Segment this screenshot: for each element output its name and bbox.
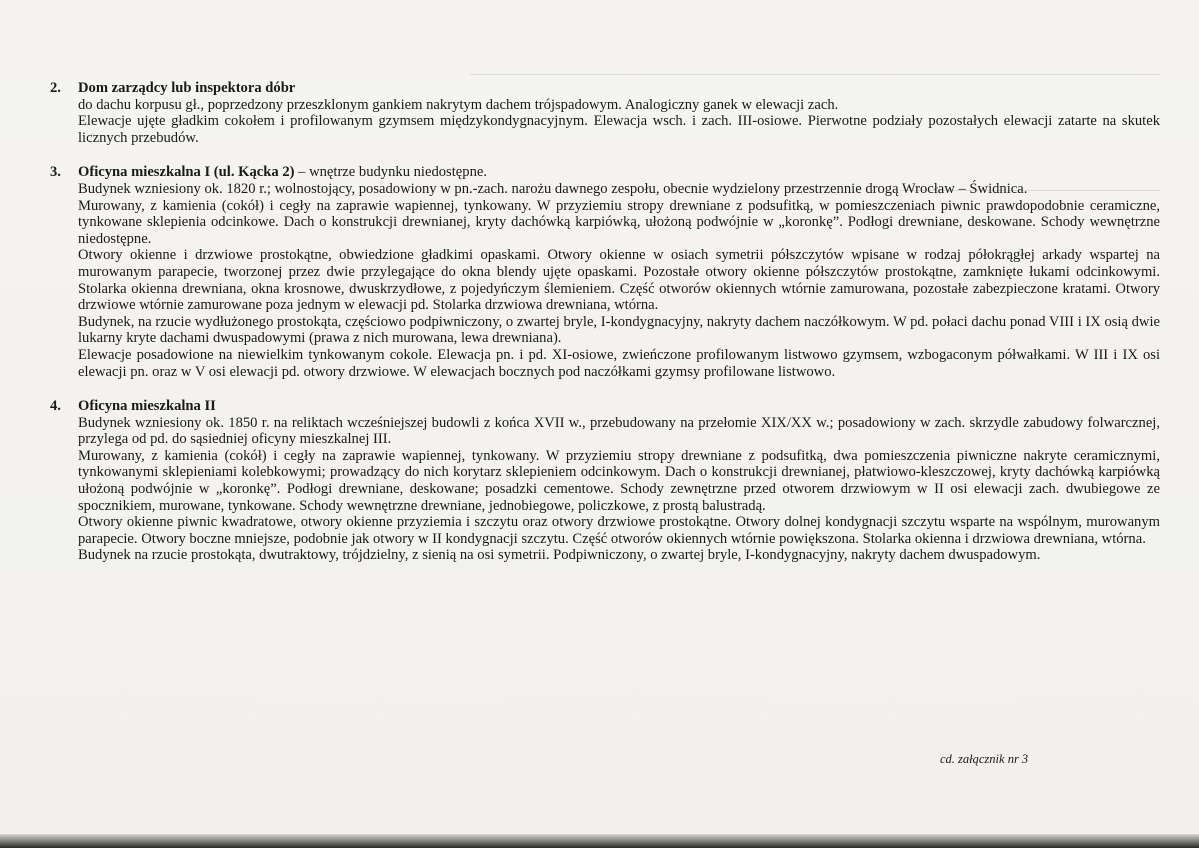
paragraph: do dachu korpusu gł., poprzedzony przeszklonym gankiem nakrytym dachem trójspadowym. Analogiczny ganek w elewacji zach.: [78, 96, 839, 113]
paragraph: Budynek wzniesiony ok. 1850 r. na reliktach wcześniejszej budowli z końca XVII w., przebudowany na przełomie XIX/XX w.; posadowiony w zach. skrzydle zabudowy folwarcznej, przylega od pd. do sąsiedniej oficyny mieszkalnej III.: [78, 414, 1160, 448]
section-dom-zarzadcy: [50, 80, 1160, 146]
paragraph: Budynek, na rzucie wydłużonego prostokąta, częściowo podpiwniczony, o zwartej bryle, I-kondygnacyjny, nakryty dachem naczółkowym. W pd. połaci dachu ponad VIII i IX osią dwie lukarny kryte dachami dwuspadowymi (prawa z nich murowana, lewa drewniana).: [78, 313, 1160, 347]
section-number: 4.: [50, 398, 61, 415]
paragraph: Budynek wzniesiony ok. 1820 r.; wolnostojący, posadowiony w pn.-zach. narożu dawnego zespołu, obecnie wydzielony przestrzennie drogą Wrocław – Świdnica.: [78, 180, 1028, 197]
section-heading: [50, 80, 1160, 97]
paragraph: Elewacje posadowione na niewielkim tynkowanym cokole. Elewacja pn. i pd. XI-osiowe, zwieńczone profilowanym listwowo gzymsem, wzbogaconym półwałkami. W III i IX osi elewacji pn. oraz w V osi elewacji pd. otwory drzwiowe. W elewacjach bocznych pod naczółkami gzymsy profilowane listwowo.: [78, 346, 1160, 380]
paragraph: Murowany, z kamienia (cokół) i cegły na zaprawie wapiennej, tynkowany. W przyziemiu stropy drewniane z podsufitką, dwa pomieszczenia piwniczne nakryte ceramicznymi, tynkowanymi sklepieniami kolebkowymi; prowadzący do nich korytarz sklepieniem odcinkowym. Dach o konstrukcji drewnianej, płatwiowo-kleszczowej, kryty dachówką karpiówką ułożoną podwójnie w „koronkę”. Podłogi drewniane, deskowane; posadzki cementowe. Schody zewnętrzne przed otworem drzwiowym w II osi elewacji zach. dwubiegowe ze spocznikiem, murowane, tynkowane. Schody wewnętrzne drewniane, jednobiegowe, policzkowe, z prostą balustradą.: [78, 447, 1160, 514]
paragraph: Budynek na rzucie prostokąta, dwutraktowy, trójdzielny, z sienią na osi symetrii. Podpiwniczony, o zwartej bryle, I-kondygnacyjny, nakryty dachem dwuspadowym.: [78, 547, 1041, 564]
section-title: Oficyna mieszkalna II: [78, 398, 216, 415]
section-heading: [50, 398, 1160, 415]
section-oficyna-1: [50, 164, 1160, 380]
bleed-through-line: [470, 74, 1160, 75]
paragraph: Murowany, z kamienia (cokół) i cegły na zaprawie wapiennej, tynkowany. W przyziemiu stropy drewniane z podsufitką, w pomieszczeniach piwnic prawdopodobnie ceramiczne, tynkowane sklepienia odcinkowe. Dach o konstrukcji drewnianej, kryty dachówką karpiówką, ułożoną podwójnie w „koronkę”. Podłogi drewniane, deskowane. Schody wewnętrzne niedostępne.: [78, 197, 1160, 247]
paragraph: Elewacje ujęte gładkim cokołem i profilowanym gzymsem międzykondygnacyjnym. Elewacja wsch. i zach. III-osiowe. Pierwotne podziały pozostałych elewacji zatarte na skutek licznych przebudów.: [78, 113, 1160, 146]
section-number: 3.: [50, 164, 61, 181]
section-body: [78, 415, 1160, 564]
paragraph: Otwory okienne piwnic kwadratowe, otwory okienne przyziemia i szczytu oraz otwory drzwiowe prostokątne. Otwory dolnej kondygnacji szczytu wsparte na wspólnym, murowanym parapecie. Otwory boczne mniejsze, podobnie jak otwory w II kondygnacji szczytu. Część otworów okiennych wtórnie powiększona. Stolarka okienna i drzwiowa drewniana, wtórna.: [78, 514, 1160, 547]
section-body: [78, 97, 1160, 147]
section-title: Oficyna mieszkalna I (ul. Kącka 2): [78, 164, 295, 181]
section-heading: [50, 164, 1160, 181]
section-subtitle: – wnętrze budynku niedostępne.: [294, 164, 487, 181]
section-body: [78, 181, 1160, 380]
section-number: 2.: [50, 80, 61, 96]
section-oficyna-2: [50, 398, 1160, 564]
section-title: Dom zarządcy lub inspektora dóbr: [78, 80, 296, 96]
document-body: [50, 80, 1160, 582]
paragraph: Otwory okienne i drzwiowe prostokątne, obwiedzione gładkimi opaskami. Otwory okienne w osiach symetrii półszczytów wpisane w rodzaj półokrągłej arkady wspartej na murowanym parapecie, tworzonej przez dwie przylegające do okna blendy ujęte opaskami. Pozostałe otwory okienne półszczytów prostokątne, zamknięte łukami odcinkowymi. Stolarka okienna drewniana, okna krosnowe, dwuskrzydłowe, z pojedyńczym ślemieniem. Część otworów okiennych wtórnie zamurowana, pozostałe zabezpieczone kratami. Otwory drzwiowe wtórnie zamurowane poza jednym w elewacji pd. Stolarka drzwiowa drewniana, wtórna.: [78, 247, 1160, 314]
footer-note: cd. załącznik nr 3: [940, 752, 1029, 766]
scan-edge-shadow: [0, 834, 1199, 848]
